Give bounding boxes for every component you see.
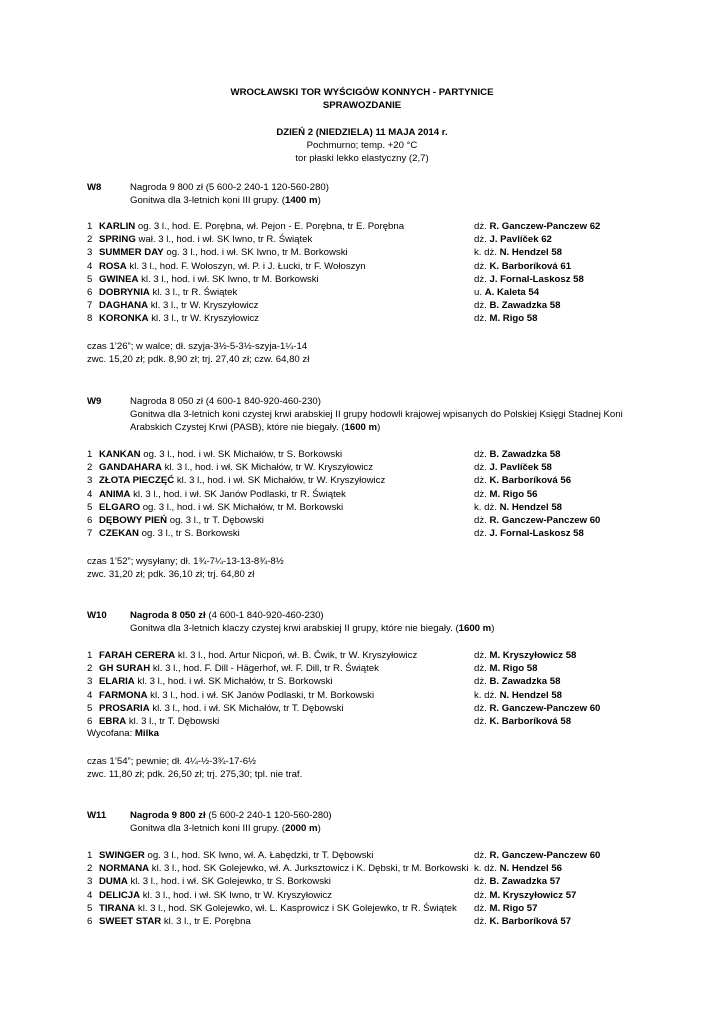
horse-info: og. 3 l., hod. SK Iwno, wł. A. Łabędzki, tr T. Dębowski [147, 850, 374, 861]
entry-position: 3 [87, 475, 93, 487]
jockey-prefix: k. dż. [474, 689, 497, 701]
jockey [474, 312, 537, 325]
race-time: czas 1’26”; w walce; dł. szyja-3½-5-3½-szyja-1¼-14 [87, 341, 308, 352]
horse-info: kl. 3 l., hod. SK Golejewko, wł. L. Kasprowicz i SK Golejewko, tr R. Świątek [137, 902, 457, 914]
jockey-name: A. Kaleta 54 [484, 287, 540, 298]
entry-position: 4 [87, 260, 93, 272]
horse-name: ROSA [99, 260, 127, 272]
entry-position: 4 [87, 488, 93, 500]
horse-name: DELICJA [99, 889, 141, 901]
race-distance: 1400 m [285, 195, 318, 206]
entry-position: 5 [87, 273, 93, 285]
race-distance: 1600 m [458, 623, 492, 634]
jockey-name: M. Rigo 58 [489, 313, 538, 325]
entry-position: 1 [87, 650, 93, 661]
entry-position: 6 [87, 716, 93, 727]
entry-position: 1 [87, 850, 93, 861]
horse-info: og. 3 l., hod. i wł. SK Iwno, tr M. Borkowski [166, 247, 348, 259]
entry-row [87, 902, 647, 915]
horse-info: kl. 3 l., hod. SK Golejewko, wł. A. Jurksztowicz i K. Dębski, tr M. Borkowski [151, 863, 469, 875]
race-time: czas 1’54”; pewnie; dł. 4¼-½-3¾-17-6½ [87, 756, 257, 767]
horse-info: kl. 3 l., hod. i wł. SK Michałów, tr W. Kryszyłowicz [176, 475, 386, 487]
entry-position: 5 [87, 702, 93, 714]
horse-info: kl. 3 l., hod. F. Dill - Hägerhof, wł. F. Dill, tr R. Świątek [152, 663, 379, 675]
jockey [474, 233, 552, 246]
horse-info: og. 3 l., tr T. Dębowski [169, 515, 264, 526]
entry-position: 4 [87, 889, 93, 901]
horse-info: og. 3 l., tr S. Borkowski [141, 528, 240, 540]
jockey-prefix: dż. [474, 273, 487, 285]
jockey-prefix: u. [474, 287, 483, 298]
race-description: Gonitwa dla 3-letnich koni III grupy. (2000 m) [130, 823, 321, 834]
jockey [474, 514, 600, 527]
jockey-prefix: dż. [474, 449, 487, 460]
horse-info: og. 3 l., hod. i wł. SK Michałów, tr S. Borkowski [143, 449, 343, 460]
horse-name: DOBRYNIA [99, 287, 150, 298]
jockey [474, 273, 584, 286]
jockey-name: R. Ganczew-Panczew 60 [489, 702, 601, 714]
jockey-prefix: dż. [474, 462, 487, 474]
race-distance: 2000 m [285, 823, 318, 834]
race-prize-bold: Nagroda 8 050 zł [130, 610, 206, 621]
jockey-name: R. Ganczew-Panczew 62 [489, 221, 601, 232]
jockey [474, 902, 537, 915]
race-payouts: zwc. 15,20 zł; pdk. 8,90 zł; trj. 27,40 zł; czw. 64,80 zł [87, 354, 310, 365]
horse-name: SUMMER DAY [99, 247, 164, 259]
race-desc-text: Gonitwa dla 3-letnich klaczy czystej krwi arabskiej II grupy, które nie biegały. [130, 623, 453, 634]
entry-row [87, 675, 647, 688]
horse-name: DAGHANA [99, 300, 149, 312]
entry-row [87, 527, 647, 540]
horse-info: kl. 3 l., tr R. Świątek [152, 287, 238, 298]
entry-row [87, 689, 647, 702]
horse-info: kl. 3 l., tr W. Kryszyłowicz [150, 300, 259, 312]
jockey [474, 875, 560, 888]
jockey-prefix: dż. [474, 234, 487, 246]
horse-name: PROSARIA [99, 702, 150, 714]
horse-info: kl. 3 l., tr E. Porębna [163, 916, 251, 927]
jockey [474, 246, 562, 259]
horse-name: TIRANA [99, 902, 136, 914]
jockey-name: K. Barboríková 57 [489, 916, 572, 927]
jockey [474, 862, 562, 875]
withdrawn-horse: Milka [134, 728, 159, 739]
entry-row [87, 889, 647, 902]
jockey [474, 649, 576, 662]
horse-name: CZEKAN [99, 528, 139, 540]
jockey [474, 474, 571, 487]
jockey-prefix: dż. [474, 702, 487, 714]
horse-name: GWINEA [99, 273, 139, 285]
horse-name: EBRA [99, 716, 127, 727]
entry-row [87, 448, 647, 461]
jockey-prefix: dż. [474, 528, 487, 540]
day-heading: DZIEŃ 2 (NIEDZIELA) 11 MAJA 2014 r. [276, 127, 448, 138]
horse-name: KORONKA [99, 313, 149, 325]
horse-name: GANDAHARA [99, 462, 162, 474]
horse-name: SWEET STAR [99, 916, 162, 927]
race-prize-text: (5 600-2 240-1 120-560-280) [208, 810, 332, 821]
race-code: W8 [87, 182, 102, 193]
jockey [474, 461, 552, 474]
entry-row [87, 233, 647, 246]
jockey-prefix: dż. [474, 475, 487, 487]
race-prize-text: Nagroda 8 050 zł (4 600-1 840-920-460-230) [130, 396, 321, 407]
jockey [474, 448, 560, 461]
jockey-name: N. Hendzel 58 [499, 501, 562, 513]
jockey-prefix: dż. [474, 221, 487, 232]
jockey-name: J. Fornal-Laskosz 58 [489, 273, 584, 285]
jockey-name: K. Barboríková 61 [489, 260, 572, 272]
jockey-prefix: k. dż. [474, 863, 497, 875]
entry-position: 3 [87, 247, 93, 259]
entry-position: 8 [87, 313, 93, 325]
jockey-prefix: dż. [474, 663, 487, 675]
horse-name: DUMA [99, 876, 128, 888]
horse-info: og. 3 l., hod. E. Porębna, wł. Pejon - E. Porębna, tr E. Porębna [137, 221, 405, 232]
entry-position: 2 [87, 234, 93, 246]
race-prize-bold: Nagroda 9 800 zł [130, 810, 206, 821]
horse-name: KANKAN [99, 449, 141, 460]
jockey-prefix: dż. [474, 650, 487, 661]
race-time: czas 1’52”; wysyłany; dł. 1¾-7¼-13-13-8¾-8½ [87, 556, 284, 567]
race-code: W11 [87, 810, 107, 821]
entry-position: 6 [87, 287, 93, 298]
entry-row [87, 299, 647, 312]
jockey-prefix: dż. [474, 716, 487, 727]
jockey-prefix: k. dż. [474, 501, 497, 513]
entry-row [87, 488, 647, 501]
jockey-name: B. Zawadzka 58 [489, 300, 561, 312]
jockey-prefix: dż. [474, 300, 487, 312]
entry-row [87, 662, 647, 675]
entry-row [87, 715, 647, 728]
entry-row [87, 260, 647, 273]
race-prize-text: (4 600-1 840-920-460-230) [208, 610, 324, 621]
horse-info: kl. 3 l., hod. i wł. SK Iwno, tr M. Borkowski [141, 273, 319, 285]
horse-info: kl. 3 l., hod. i wł. SK Janów Podlaski, tr M. Borkowski [150, 689, 375, 701]
entry-row [87, 474, 647, 487]
entry-position: 3 [87, 876, 93, 888]
entry-row [87, 862, 647, 875]
entry-position: 7 [87, 300, 93, 312]
entry-row [87, 246, 647, 259]
jockey-name: B. Zawadzka 58 [489, 676, 561, 688]
entry-row [87, 649, 647, 662]
horse-info: kl. 3 l., tr T. Dębowski [128, 716, 220, 727]
race-description: Gonitwa dla 3-letnich klaczy czystej krwi arabskiej II grupy, które nie biegały. (1600 m) [130, 623, 495, 634]
jockey-prefix: dż. [474, 850, 487, 861]
jockey-prefix: dż. [474, 916, 487, 927]
jockey-prefix: k. dż. [474, 247, 497, 259]
entry-position: 4 [87, 689, 93, 701]
horse-info: kl. 3 l., tr W. Kryszyłowicz [151, 313, 259, 325]
entry-row [87, 514, 647, 527]
race-code: W9 [87, 396, 102, 407]
horse-info: kl. 3 l., hod. i wł. SK Iwno, tr W. Kryszyłowicz [142, 889, 332, 901]
race-prize-text: Nagroda 9 800 zł (5 600-2 240-1 120-560-280) [130, 182, 329, 193]
jockey [474, 675, 560, 688]
entry-position: 3 [87, 676, 93, 688]
jockey-name: J. Fornal-Laskosz 58 [489, 528, 584, 540]
entry-position: 2 [87, 863, 93, 875]
entry-position: 6 [87, 515, 93, 526]
race-desc-text: Gonitwa dla 3-letnich koni czystej krwi arabskiej II grupy hodowli krajowej wpisanych do Polskiej Księgi Stadnej Koni Arabskich Czystej Krwi (PASB), które nie biegały. [130, 409, 623, 434]
report-title: WROCŁAWSKI TOR WYŚCIGÓW KONNYCH - PARTYNICE [230, 87, 494, 98]
horse-name: NORMANA [99, 863, 150, 875]
jockey-name: B. Zawadzka 58 [489, 449, 561, 460]
horse-info: kl. 3 l., hod. i wł. SK Michałów, tr W. Kryszyłowicz [164, 462, 374, 474]
horse-name: ELGARO [99, 501, 141, 513]
horse-info: wał. 3 l., hod. i wł. SK Iwno, tr R. Świątek [138, 234, 313, 246]
race-code: W10 [87, 610, 107, 621]
entry-row [87, 849, 647, 862]
entry-position: 2 [87, 462, 93, 474]
jockey-name: M. Rigo 58 [489, 663, 538, 675]
jockey-prefix: dż. [474, 515, 487, 526]
race-payouts: zwc. 11,80 zł; pdk. 26,50 zł; trj. 275,30; tpl. nie traf. [87, 769, 303, 780]
horse-info: og. 3 l., hod. i wł. SK Michałów, tr M. Borkowski [142, 501, 344, 513]
jockey [474, 527, 584, 540]
entry-position: 1 [87, 221, 93, 232]
jockey [474, 715, 571, 728]
race-prize [130, 809, 332, 822]
horse-name: DĘBOWY PIEŃ [99, 515, 168, 526]
track-line: tor płaski lekko elastyczny (2,7) [295, 153, 429, 164]
entry-row [87, 702, 647, 715]
race-description: Gonitwa dla 3-letnich koni czystej krwi arabskiej II grupy hodowli krajowej wpisanych do Polskiej Księgi Stadnej Koni Arabskich Czystej Krwi (PASB), które nie biegały. (1600 m) [130, 409, 623, 434]
entry-row [87, 461, 647, 474]
entry-position: 5 [87, 501, 93, 513]
entry-row [87, 312, 647, 325]
jockey-name: K. Barboríková 56 [489, 475, 572, 487]
horse-name: ELARIA [99, 676, 135, 688]
race-payouts: zwc. 31,20 zł; pdk. 36,10 zł; trj. 64,80 zł [87, 569, 255, 580]
entry-row [87, 915, 647, 928]
jockey-name: M. Kryszyłowicz 58 [489, 650, 577, 661]
entry-position: 7 [87, 528, 93, 540]
horse-info: kl. 3 l., hod. i wł. SK Michałów, tr T. Dębowski [152, 702, 344, 714]
horse-name: FARMONA [99, 689, 148, 701]
race-withdrawn [87, 727, 159, 740]
jockey [474, 299, 560, 312]
jockey-prefix: dż. [474, 902, 487, 914]
jockey-name: J. Pavlíček 62 [489, 234, 552, 246]
entry-position: 5 [87, 902, 93, 914]
jockey-name: M. Rigo 57 [489, 902, 538, 914]
jockey-name: R. Ganczew-Panczew 60 [489, 515, 601, 526]
jockey [474, 915, 571, 928]
horse-info: kl. 3 l., hod. i wł. SK Michałów, tr S. Borkowski [137, 676, 333, 688]
race-distance: 1600 m [344, 422, 378, 434]
race-desc-text: Gonitwa dla 3-letnich koni III grupy. [130, 823, 280, 834]
jockey-name: N. Hendzel 58 [499, 689, 562, 701]
jockey-prefix: dż. [474, 876, 487, 888]
horse-info: kl. 3 l., hod. i wł. SK Janów Podlaski, tr R. Świątek [133, 488, 346, 500]
jockey-prefix: dż. [474, 488, 487, 500]
jockey-name: M. Kryszyłowicz 57 [489, 889, 577, 901]
race-desc-text: Gonitwa dla 3-letnich koni III grupy. [130, 195, 280, 206]
jockey-name: M. Rigo 56 [489, 488, 538, 500]
horse-name: ZŁOTA PIECZĘĆ [99, 475, 175, 487]
withdrawn-label: Wycofana: [87, 728, 133, 739]
horse-name: KARLIN [99, 221, 136, 232]
entry-row [87, 273, 647, 286]
jockey-name: N. Hendzel 56 [499, 863, 562, 875]
jockey-name: R. Ganczew-Panczew 60 [489, 850, 601, 861]
jockey [474, 702, 600, 715]
entry-position: 6 [87, 916, 93, 927]
jockey [474, 488, 537, 501]
horse-name: SPRING [99, 234, 136, 246]
entry-row [87, 220, 647, 233]
race-description: Gonitwa dla 3-letnich koni III grupy. (1400 m) [130, 195, 321, 206]
entry-row [87, 501, 647, 514]
jockey-prefix: dż. [474, 676, 487, 688]
jockey-prefix: dż. [474, 313, 487, 325]
entry-position: 2 [87, 663, 93, 675]
entry-row [87, 875, 647, 888]
jockey-prefix: dż. [474, 260, 487, 272]
horse-name: FARAH CERERA [99, 650, 176, 661]
jockey-name: N. Hendzel 58 [499, 247, 562, 259]
jockey-name: J. Pavlíček 58 [489, 462, 552, 474]
entry-position: 1 [87, 449, 93, 460]
jockey [474, 220, 600, 233]
jockey [474, 260, 571, 273]
jockey-prefix: dż. [474, 889, 487, 901]
horse-name: SWINGER [99, 850, 145, 861]
horse-name: ANIMA [99, 488, 131, 500]
horse-info: kl. 3 l., hod. i wł. SK Golejewko, tr S. Borkowski [130, 876, 331, 888]
horse-info: kl. 3 l., hod. Artur Nicpoń, wł. B. Ćwik, tr W. Kryszyłowicz [177, 650, 418, 661]
race-prize [130, 609, 324, 622]
jockey [474, 501, 562, 514]
horse-info: kl. 3 l., hod. F. Wołoszyn, wł. P. i J. Łucki, tr F. Wołoszyn [129, 260, 366, 272]
jockey-name: B. Zawadzka 57 [489, 876, 561, 888]
jockey-name: K. Barboríková 58 [489, 716, 572, 727]
jockey [474, 689, 562, 702]
jockey [474, 286, 539, 299]
jockey [474, 889, 576, 902]
entry-row [87, 286, 647, 299]
jockey [474, 662, 537, 675]
weather-line: Pochmurno; temp. +20 °C [306, 140, 418, 151]
jockey [474, 849, 600, 862]
race-prize [130, 181, 329, 194]
report-subtitle: SPRAWOZDANIE [322, 100, 402, 111]
horse-name: GH SURAH [99, 663, 151, 675]
race-prize [130, 395, 321, 408]
